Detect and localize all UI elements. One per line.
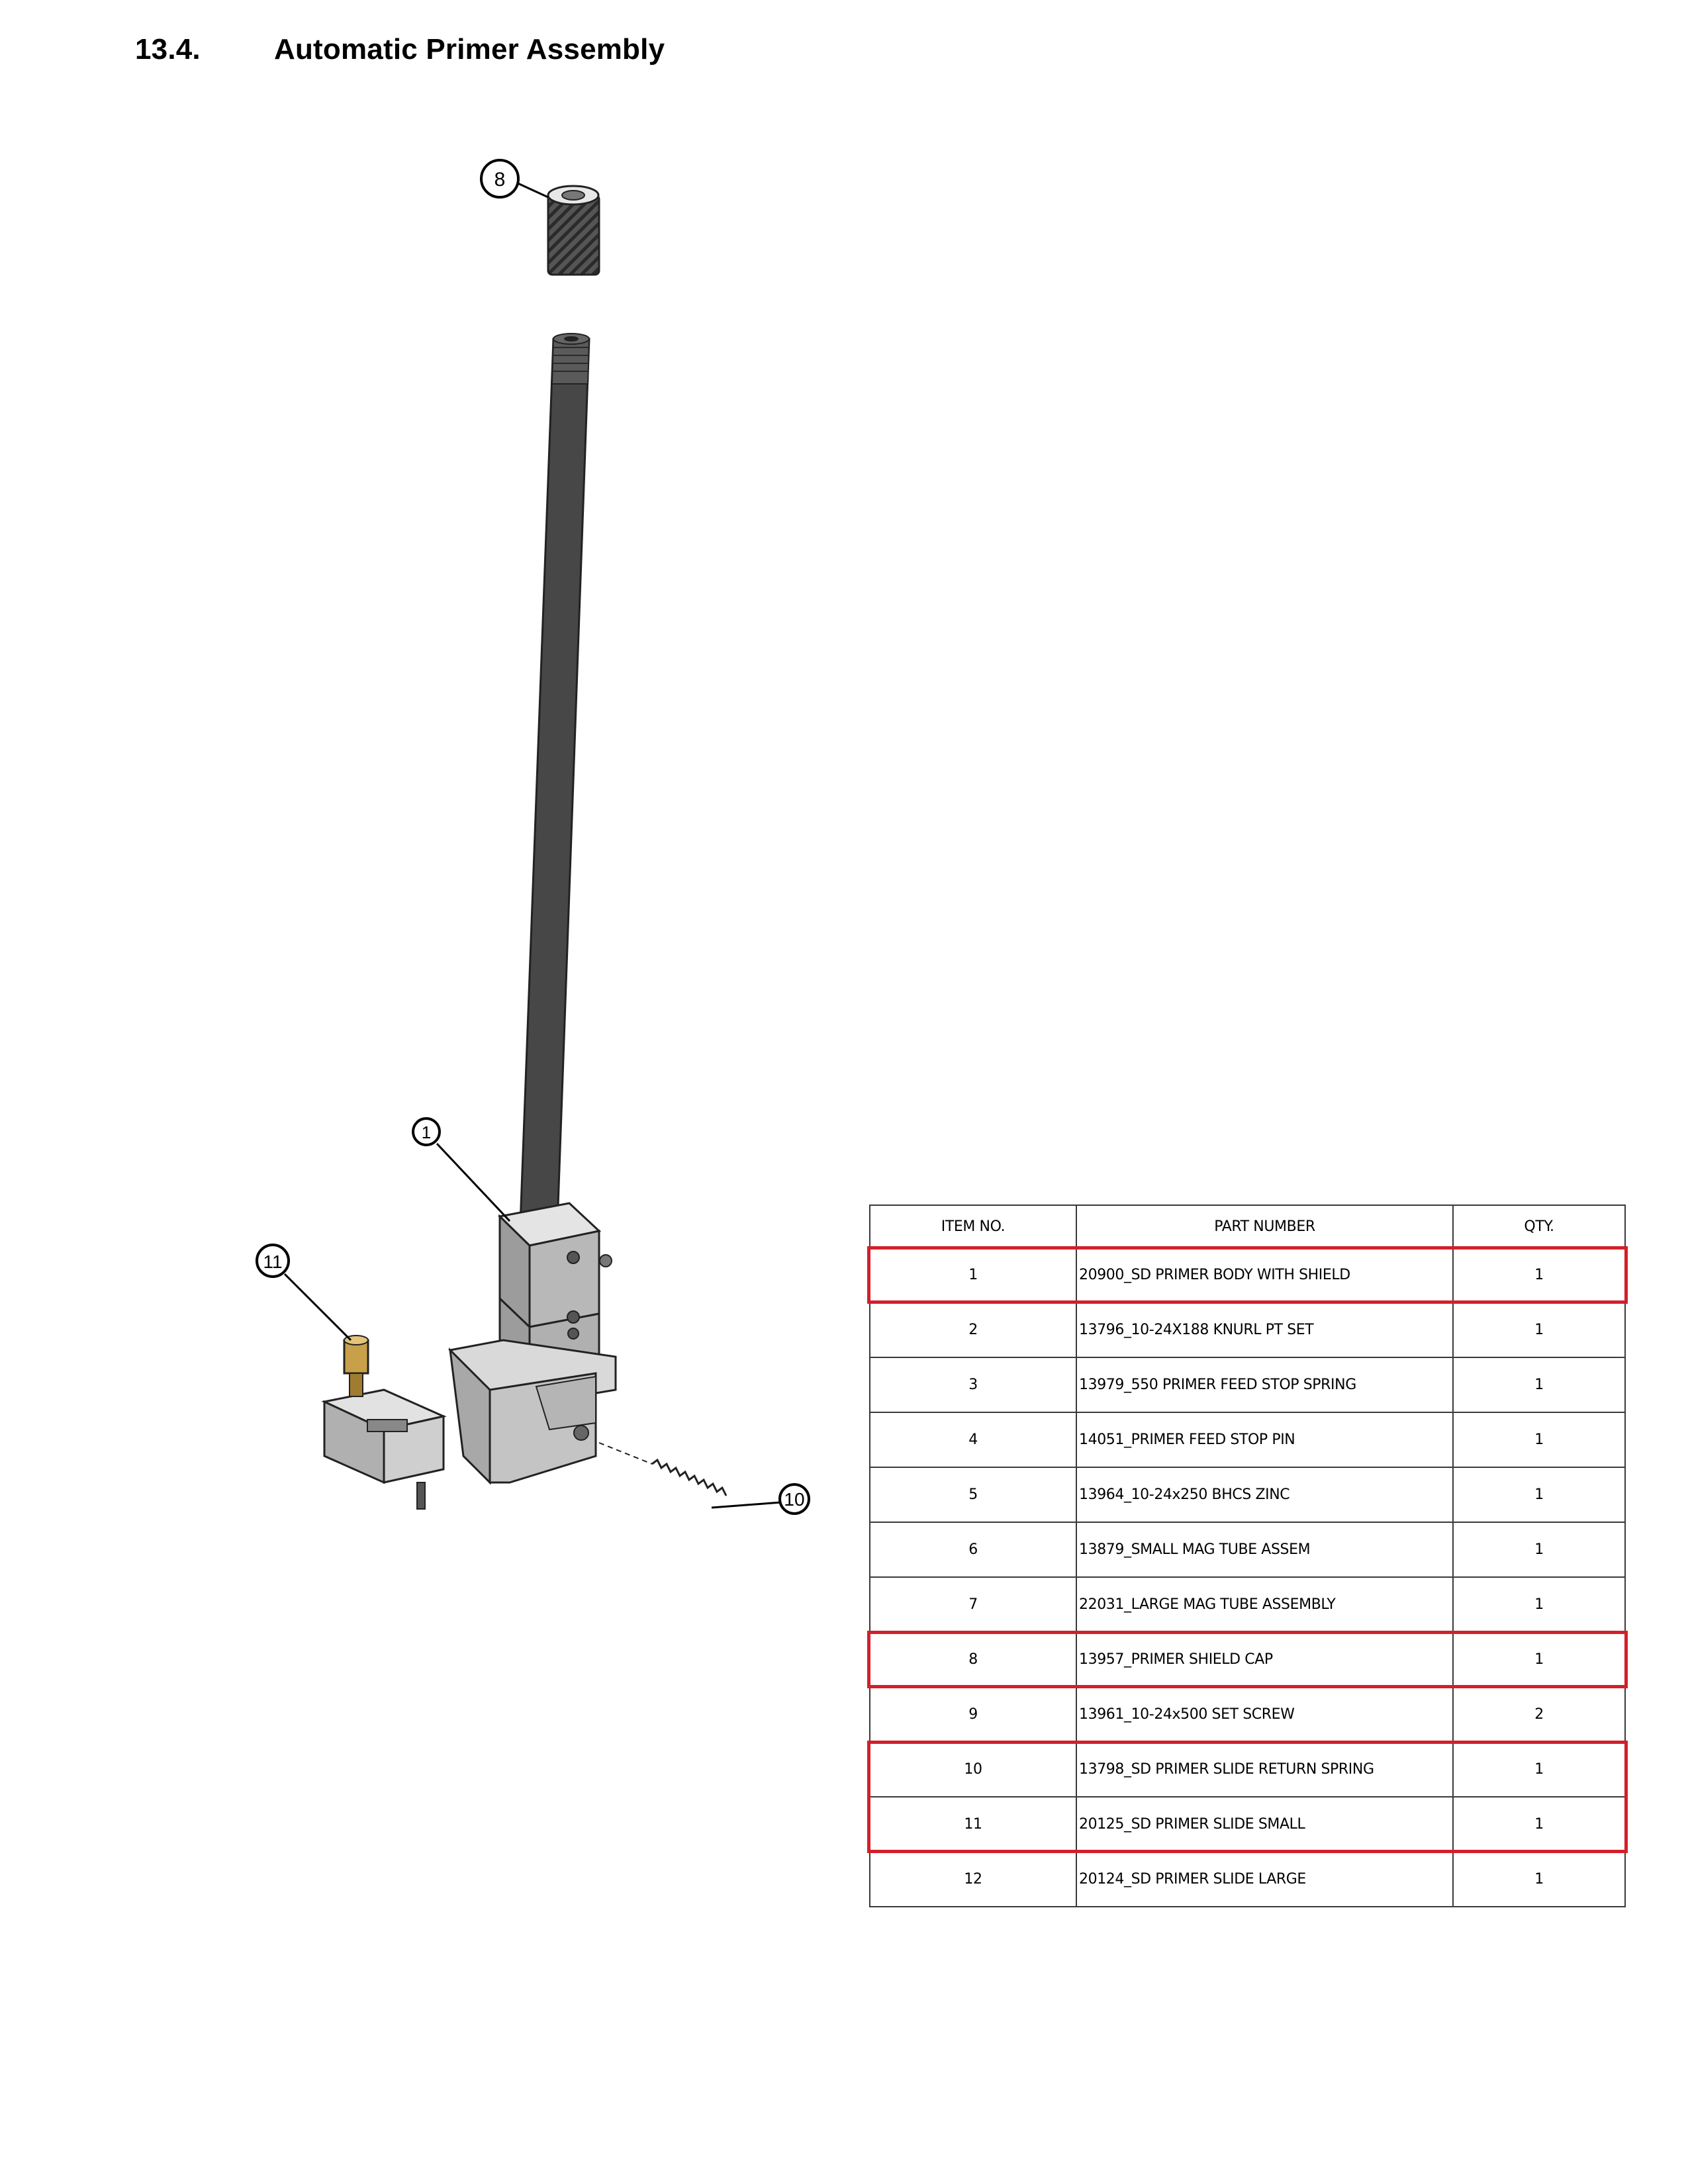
primer-shield-cap-part bbox=[548, 186, 599, 275]
qty-cell: 1 bbox=[1453, 1248, 1625, 1302]
svg-text:11: 11 bbox=[263, 1251, 283, 1272]
item-no-cell: 8 bbox=[870, 1632, 1076, 1687]
item-no-cell: 9 bbox=[870, 1687, 1076, 1742]
part-number-cell: 13879_SMALL MAG TUBE ASSEM bbox=[1076, 1522, 1453, 1577]
part-number-cell: 20900_SD PRIMER BODY WITH SHIELD bbox=[1076, 1248, 1453, 1302]
qty-cell: 1 bbox=[1453, 1852, 1625, 1907]
bill-of-materials-table bbox=[869, 1205, 1626, 1907]
part-number-cell: 14051_PRIMER FEED STOP PIN bbox=[1076, 1412, 1453, 1467]
item-no-cell: 3 bbox=[870, 1357, 1076, 1412]
part-number-cell: 13964_10-24x250 BHCS ZINC bbox=[1076, 1467, 1453, 1522]
part-number-cell: 13979_550 PRIMER FEED STOP SPRING bbox=[1076, 1357, 1453, 1412]
table-row bbox=[870, 1412, 1625, 1467]
part-number-header: PART NUMBER bbox=[1076, 1205, 1453, 1248]
callout-8-leader bbox=[515, 182, 548, 197]
part-number-cell: 13796_10-24X188 KNURL PT SET bbox=[1076, 1302, 1453, 1357]
table-row bbox=[870, 1357, 1625, 1412]
callout-1-leader bbox=[437, 1144, 510, 1221]
item-no-cell: 1 bbox=[870, 1248, 1076, 1302]
qty-cell: 1 bbox=[1453, 1412, 1625, 1467]
callout-11 bbox=[257, 1245, 289, 1277]
svg-text:1: 1 bbox=[421, 1122, 432, 1142]
qty-cell: 1 bbox=[1453, 1467, 1625, 1522]
table-row bbox=[870, 1687, 1625, 1742]
item-no-cell: 4 bbox=[870, 1412, 1076, 1467]
item-no-cell: 5 bbox=[870, 1467, 1076, 1522]
item-no-header: ITEM NO. bbox=[870, 1205, 1076, 1248]
qty-cell: 1 bbox=[1453, 1742, 1625, 1797]
svg-text:8: 8 bbox=[494, 169, 506, 191]
part-number-cell: 20124_SD PRIMER SLIDE LARGE bbox=[1076, 1852, 1453, 1907]
section-number: 13.4. bbox=[135, 33, 201, 66]
item-no-cell: 10 bbox=[870, 1742, 1076, 1797]
qty-cell: 1 bbox=[1453, 1632, 1625, 1687]
table-row bbox=[870, 1632, 1625, 1687]
svg-text:10: 10 bbox=[784, 1489, 805, 1510]
callout-11-leader bbox=[285, 1274, 351, 1340]
section-title: Automatic Primer Assembly bbox=[274, 33, 665, 66]
item-no-cell: 6 bbox=[870, 1522, 1076, 1577]
qty-cell: 2 bbox=[1453, 1687, 1625, 1742]
qty-cell: 1 bbox=[1453, 1577, 1625, 1632]
primer-slide-small-part bbox=[324, 1336, 444, 1509]
qty-cell: 1 bbox=[1453, 1357, 1625, 1412]
table-header-row bbox=[870, 1205, 1625, 1248]
callout-10-leader bbox=[712, 1502, 781, 1508]
mag-tube-part bbox=[520, 334, 589, 1224]
table-row bbox=[870, 1248, 1625, 1302]
part-number-cell: 13957_PRIMER SHIELD CAP bbox=[1076, 1632, 1453, 1687]
item-no-cell: 2 bbox=[870, 1302, 1076, 1357]
item-no-cell: 11 bbox=[870, 1797, 1076, 1852]
slide-return-spring-part bbox=[599, 1443, 726, 1496]
table-row bbox=[870, 1577, 1625, 1632]
table-row bbox=[870, 1522, 1625, 1577]
table-row bbox=[870, 1852, 1625, 1907]
part-number-cell: 13961_10-24x500 SET SCREW bbox=[1076, 1687, 1453, 1742]
table-row bbox=[870, 1302, 1625, 1357]
table-row bbox=[870, 1797, 1625, 1852]
table-row bbox=[870, 1742, 1625, 1797]
part-number-cell: 22031_LARGE MAG TUBE ASSEMBLY bbox=[1076, 1577, 1453, 1632]
callout-1 bbox=[413, 1118, 440, 1145]
qty-cell: 1 bbox=[1453, 1302, 1625, 1357]
table-row bbox=[870, 1467, 1625, 1522]
item-no-cell: 12 bbox=[870, 1852, 1076, 1907]
qty-cell: 1 bbox=[1453, 1522, 1625, 1577]
part-number-cell: 20125_SD PRIMER SLIDE SMALL bbox=[1076, 1797, 1453, 1852]
callout-8 bbox=[481, 160, 518, 197]
item-no-cell: 7 bbox=[870, 1577, 1076, 1632]
part-number-cell: 13798_SD PRIMER SLIDE RETURN SPRING bbox=[1076, 1742, 1453, 1797]
primer-body-part bbox=[450, 1203, 616, 1482]
qty-cell: 1 bbox=[1453, 1797, 1625, 1852]
callout-10 bbox=[780, 1484, 809, 1514]
qty-header: QTY. bbox=[1453, 1205, 1625, 1248]
